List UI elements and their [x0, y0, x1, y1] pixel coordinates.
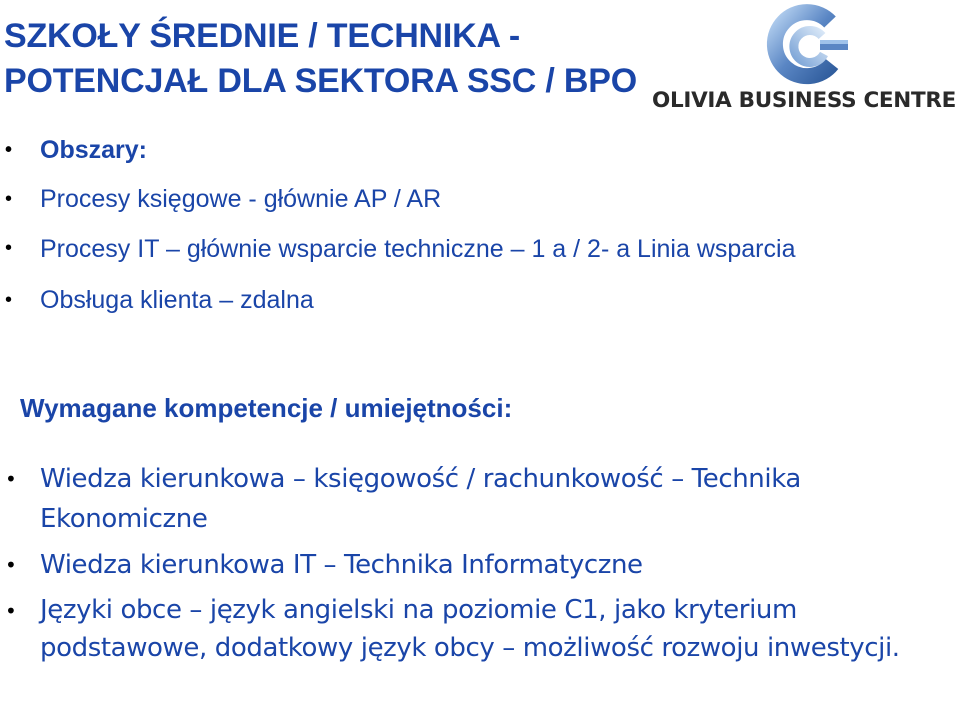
- competencies-heading: Wymagane kompetencje / umiejętności:: [20, 393, 513, 423]
- bullet-icon: •: [5, 188, 13, 210]
- competencies-list: [0, 459, 945, 673]
- list-item: [0, 459, 945, 539]
- bullet-icon: •: [5, 467, 17, 491]
- list-item: [0, 179, 940, 219]
- areas-label: Obszary:: [40, 136, 147, 164]
- list-item-text: Wiedza kierunkowa IT – Technika Informatyczne: [40, 550, 643, 580]
- list-item-text: Języki obce – język angielski na poziomie C1, jako kryterium podstawowe, dodatkowy język obcy – możliwość rozwoju inwestycji.: [40, 595, 900, 663]
- list-item-text: Obsługa klienta – zdalna: [40, 286, 314, 314]
- logo-wordmark: OLIVIA BUSINESS CENTRE: [652, 88, 957, 113]
- list-item: [0, 228, 940, 271]
- olivia-business-centre-logo: [652, 2, 960, 114]
- bullet-icon: •: [5, 237, 13, 259]
- areas-list: [0, 130, 940, 329]
- list-item-text: Wiedza kierunkowa – księgowość / rachunkowość – Technika Ekonomiczne: [40, 464, 801, 534]
- slide-title: SZKOŁY ŚREDNIE / TECHNIKA - POTENCJAŁ DLA SEKTORA SSC / BPO: [4, 17, 637, 100]
- bullet-icon: •: [5, 139, 13, 161]
- list-item: [0, 280, 940, 320]
- olivia-ring-icon: [760, 2, 852, 90]
- bullet-icon: •: [5, 553, 17, 577]
- bullet-icon: •: [5, 599, 17, 623]
- list-item: [0, 591, 945, 667]
- list-item-text: Procesy księgowe - głównie AP / AR: [40, 185, 442, 213]
- bullet-icon: •: [5, 289, 13, 311]
- list-item: [0, 545, 945, 585]
- list-item: [0, 130, 940, 170]
- list-item-text: Procesy IT – głównie wsparcie techniczne – 1 a / 2- a Linia wsparcia: [40, 235, 796, 263]
